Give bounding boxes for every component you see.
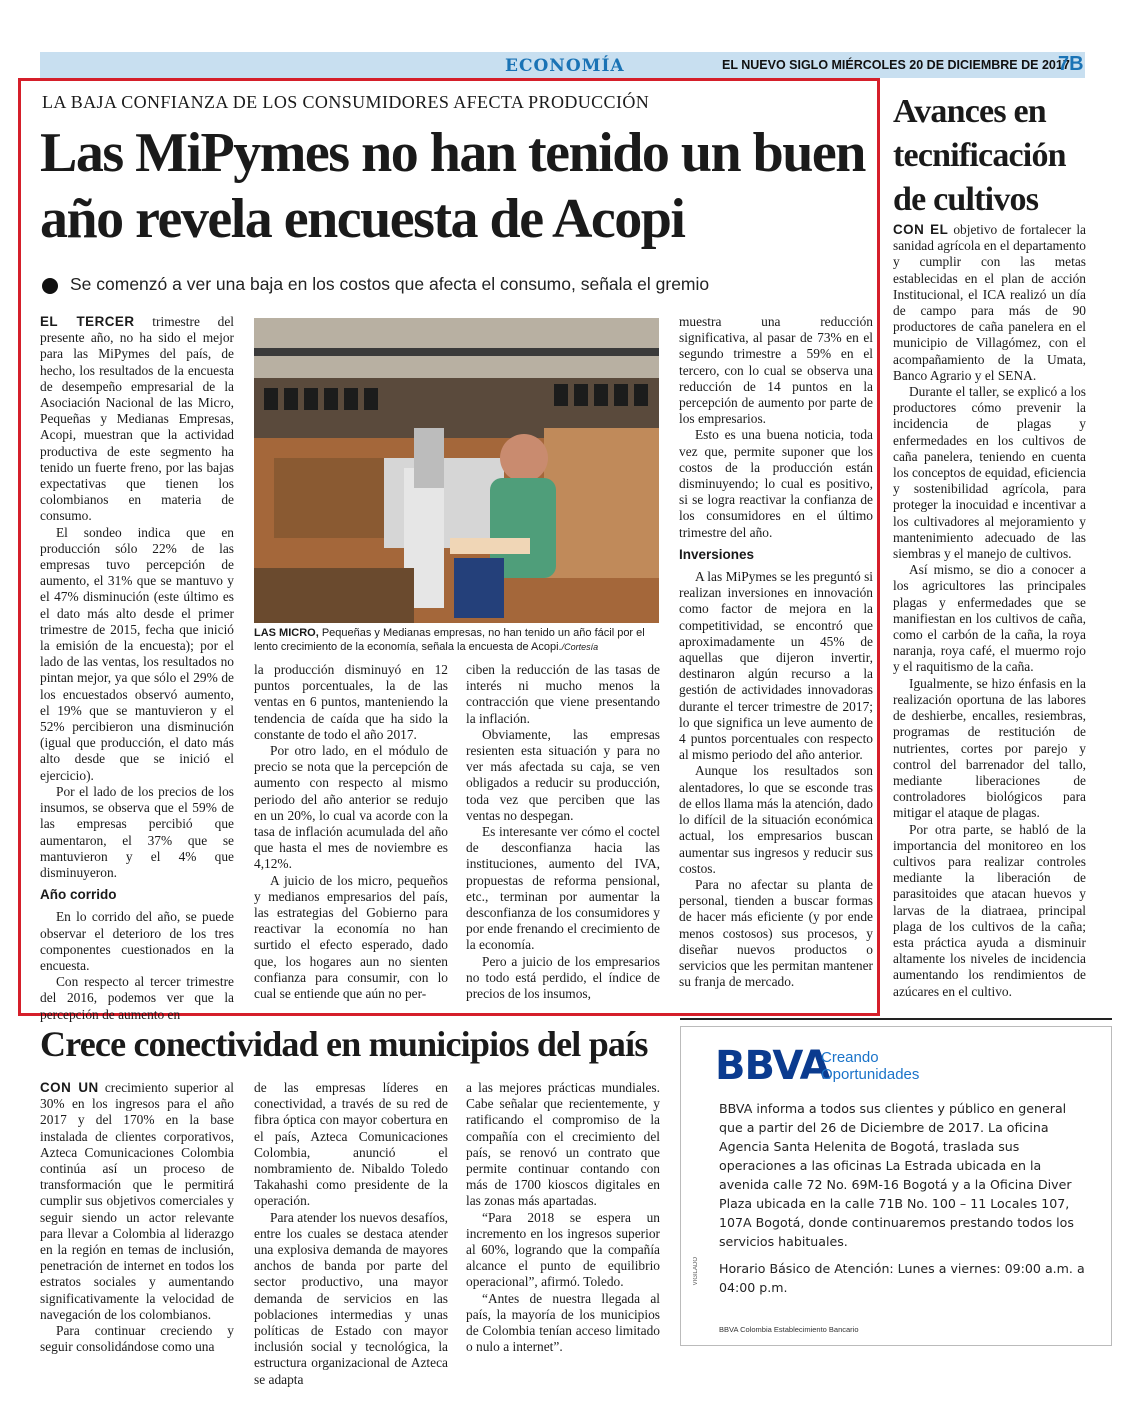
- bottom-column-2: [254, 1080, 448, 1388]
- ad-vigilado: [693, 1257, 701, 1343]
- section-name: ECONOMÍA: [505, 56, 625, 76]
- paragraph: trimestre del presente año, no ha sido el mejor para las MiPymes del país, de hecho, los resultados de la encuesta de desempeño empresarial de la Asociación Nacional de las Micro, Pequeñas y Medianas Empresas, Acopi, muestran que la actividad productiva de este segmento ha tenido un fuerte freno, por las bajas expectativas que tienen los colombianos en materia de consumo.: [40, 314, 234, 524]
- story-deck: Se comenzó a ver una baja en los costos que afecta el consumo, señala el gremio: [70, 274, 710, 294]
- bullet-icon: [42, 278, 58, 294]
- paragraph: Así mismo, se dio a conocer a los agricultores las principales plagas y enfermedades que se manifiestan en los cultivos de caña, como el carbón de la caña, la roya naranja, roya café, el muermo rojo y el raquitismo de la caña.: [893, 562, 1086, 675]
- ad-tagline: [821, 1049, 919, 1083]
- main-column-1: [40, 314, 234, 1023]
- main-column-2: [254, 662, 448, 1002]
- side-headline: Avances en tecnificación de cultivos: [893, 93, 1066, 218]
- paragraph: Pero a juicio de los empresarios no todo está perdido, el índice de precios de los insumos,: [466, 953, 660, 1002]
- paragraph: El sondeo indica que en producción sólo 22% de las empresas tuvo percepción de aumento, el 31% que se mantuvo y el 47% disminución (este último es el dato más alto desde el primer trimestre de 2015, fecha que inició la emisión de la encuesta); por el lado de las ventas, los resultados no pintan mejor, ya que sólo el 29% de los encuestados observó aumento, el 19% que se mantuvieron y el 52% percibieron una disminución (igual que producción, el dato más alto desde que se inició el ejercicio).: [40, 524, 234, 783]
- paragraph: Para atender los nuevos desafíos, entre los cuales se destaca atender una explosiva demanda de mayores anchos de banda por parte del sector productivo, una mayor demanda de servicios en las poblaciones intermedias y unas políticas de Estado con mayor inclusión social y tecnológica, la estructura organizacional de Azteca se adapta: [254, 1209, 448, 1387]
- paragraph: En lo corrido del año, se puede observar el deterioro de los tres componentes cuestionados en la encuesta.: [40, 909, 234, 973]
- divider: [680, 1018, 1112, 1020]
- caption-lead: LAS MICRO,: [254, 627, 319, 639]
- paragraph: A juicio de los micro, pequeños y medianos empresarios del país, las estrategias del Gobierno para reactivar la economía no han surtido el efecto esperado, dado que, los hogares aun no sienten confianza para consumir, con lo cual se entiende que aún no per-: [254, 872, 448, 1002]
- paragraph: a las mejores prácticas mundiales. Cabe señalar que recientemente, y ratificando el compromiso de la compañía con el crecimiento del país, se renovó un contrato que permite continuar contando con más de 1700 kioscos digitales en las zonas más apartadas.: [466, 1080, 660, 1209]
- paragraph: Por el lado de los precios de los insumos, se observa que el 59% de las empresas percibió que aumentaron, el 37% que se mantuvieron y el 4% que disminuyeron.: [40, 783, 234, 880]
- paragraph: “Para 2018 se espera un incremento en los ingresos superior al 60%, logrando que la compañía alcance el punto de equilibrio operacional”, afirmó. Toledo.: [466, 1209, 660, 1290]
- paragraph: Por otro lado, en el módulo de precio se nota que la percepción de aumento con respecto al mismo periodo del año anterior se redujo en un 20%, lo cual va acorde con la tasa de inflación acumulada del año que hasta el mes de noviembre es 4,12%.: [254, 743, 448, 872]
- lead-in: CON UN: [40, 1080, 99, 1095]
- paragraph: Igualmente, se hizo énfasis en la realización oportuna de las labores de deshierbe, encalles, resiembras, programas de restitución de nutrientes, cortes por parejo y control del barrenador del tallo, mediante liberaciones de controladores biológicos para mitigar el ataque de plagas.: [893, 675, 1086, 821]
- bottom-column-3: [466, 1080, 660, 1355]
- paragraph: Para no afectar su planta de personal, tienden a buscar formas de hacer más eficiente (y por ende menos costosos) sus procesos, y diseñar nuevos productos o servicios que les permitan mantener su franja de mercado.: [679, 876, 873, 990]
- story-headline: Las MiPymes no han tenido un buen año revela encuesta de Acopi: [40, 122, 865, 250]
- paragraph: “Antes de nuestra llegada al país, la mayoría de los municipios de Colombia tenían acceso limitado o nulo a internet”.: [466, 1290, 660, 1355]
- photo-credit: /Cortesía: [561, 642, 599, 652]
- ad-tagline-line: Oportunidades: [821, 1066, 920, 1083]
- photo-caption: [254, 626, 659, 654]
- paragraph: Para continuar creciendo y seguir consolidándose como una: [40, 1323, 234, 1355]
- main-column-4: [679, 314, 873, 990]
- lead-in: EL TERCER: [40, 314, 135, 329]
- factory-photo: [254, 318, 659, 623]
- paragraph: ciben la reducción de las tasas de interés ni mucho menos la contracción que viene presentando la inflación.: [466, 662, 660, 726]
- paragraph: muestra una reducción significativa, al pasar de 73% en el segundo trimestre a 59% en el tercero, con lo cual se observa una reducción de 14 puntos en la percepción de aumento por parte de los empresarios.: [679, 314, 873, 427]
- paragraph: Esto es una buena noticia, toda vez que, permite suponer que los costos de la producción están disminuyendo; lo cual es positivo, si se logra reactivar la confianza de los consumidores en el último trimestre del año.: [679, 427, 873, 540]
- paragraph: Con respecto al tercer trimestre del 2016, podemos ver que la percepción de aumento en: [40, 974, 234, 1022]
- paragraph: Obviamente, las empresas resienten esta situación y para no ver más afectada su caja, se ven obligados a reducir su producción, toda vez que perciben que las ventas no despegan.: [466, 726, 660, 823]
- ad-footer: BBVA Colombia Establecimiento Bancario: [719, 1325, 859, 1334]
- side-column: [893, 222, 1086, 1000]
- paragraph: crecimiento superior al 30% en los ingresos para el año 2017 y del 170% en la base instalada de clientes corporativos, Azteca Comunicaciones Colombia continúa así un proceso de transformación que le permitirá cumplir sus objetivos comerciales y seguir siendo un actor relevante para llevar a Colombia al liderazgo en la región en temas de inclusión, penetración de internet en todos los estratos sociales y aumentando significativamente la velocidad de navegación de los colombianos.: [40, 1080, 234, 1322]
- paragraph: Es interesante ver cómo el coctel de desconfianza hacia las instituciones, aumento del IVA, propuestas de reforma pensional, etc., terminan por aumentar la desconfianza de los consumidores y por ende frenando el crecimiento de la economía.: [466, 824, 660, 953]
- ad-body: BBVA informa a todos sus clientes y público en general que a partir del 26 de Diciembre de 2017. La oficina Agencia Santa Helenita de Bogotá, traslada sus operaciones a las oficinas La Estrada ubicada en la avenida calle 72 No. 69M-16 Bogotá y a la Oficina Diver Plaza ubicada en la calle 71B No. 100 – 11 Locales 107, 107A Bogotá, donde continuaremos prestando todos los servicios habituales.: [719, 1101, 1074, 1249]
- paragraph: A las MiPymes se les preguntó si realizan inversiones en innovación como factor de mejora en la competitividad, se encontró que aproximadamente un 45% de aquellas que dijeron invertir, destinaron algún recurso a la gestión de actividades innovadoras durante el tercer trimestre de 2017; lo que significa un leve aumento de 4 puntos porcentuales con respecto al mismo periodo del año anterior.: [679, 569, 873, 763]
- bbva-advertisement: [680, 1026, 1112, 1346]
- paragraph: Aunque los resultados son alentadores, lo que se esconde tras de ellos llama más la atención, dado lo difícil de la situación económica actual, los empresarios buscan aumentar sus ingresos y reducir sus costos.: [679, 763, 873, 876]
- ad-hours: Horario Básico de Atención: Lunes a viernes: 09:00 a.m. a 04:00 p.m.: [719, 1261, 1085, 1295]
- ad-tagline-line: Creando: [821, 1049, 879, 1066]
- page-number: 7B: [1058, 53, 1084, 75]
- subheading: Año corrido: [40, 887, 117, 903]
- bottom-column-1: [40, 1080, 234, 1355]
- bottom-headline: Crece conectividad en municipios del país: [40, 1024, 648, 1064]
- subheading: Inversiones: [679, 546, 755, 562]
- paragraph: Por otra parte, se habló de la importancia del monitoreo en los cultivos para realizar controles mediante la liberación de parasitoides que atacan huevos y larvas de la diatraea, principal plaga de los cultivos de la caña; esta práctica ayuda a disminuir altamente los niveles de incidencia aumentando los rendimientos de azúcares en el cultivo.: [893, 821, 1086, 999]
- paragraph: la producción disminuyó en 12 puntos porcentuales, la de las ventas en 6 puntos, manteniendo la tendencia de caída que ha sido la constante de todo el año 2017.: [254, 662, 448, 742]
- story-kicker: LA BAJA CONFIANZA DE LOS CONSUMIDORES AFECTA PRODUCCIÓN: [42, 92, 650, 112]
- paragraph: Durante el taller, se explicó a los productores cómo prevenir la incidencia de plagas y enfermedades en los cultivos de caña panelera, teniendo en cuenta los conceptos de equidad, eficiencia y sostenibilidad agrícola, para proteger la inocuidad e incentivar a los cultivadores al mejoramiento y mantenimiento adecuado de las siembras y el manejo de cultivos.: [893, 384, 1086, 562]
- paper-date: EL NUEVO SIGLO MIÉRCOLES 20 DE DICIEMBRE DE 2017: [722, 58, 1070, 72]
- factory-photo-illustration: [254, 318, 659, 623]
- caption-text: Pequeñas y Medianas empresas, no han tenido un año fácil por el lento crecimiento de la economía, señala la encuesta de Acopi.: [254, 627, 645, 653]
- bbva-logo: BBVA: [715, 1043, 830, 1089]
- paragraph: objetivo de fortalecer la sanidad agrícola en el departamento y cumplir con las metas establecidas en el plan de acción Institucional, el ICA realizó un día de campo para más de 90 productores de caña panelera en el municipio de Villagómez, con el acompañamiento de la Umata, Banco Agrario y el SENA.: [893, 222, 1086, 383]
- main-column-3: [466, 662, 660, 1002]
- ad-vigilado-text: VIGILADO: [693, 1257, 699, 1286]
- paragraph: de las empresas líderes en conectividad, a través de su red de fibra óptica con mayor cobertura en el país, Azteca Comunicaciones Colombia, anunció el nombramiento de. Nibaldo Toledo Takahashi como presidente de la operación.: [254, 1080, 448, 1209]
- lead-in: CON EL: [893, 222, 949, 237]
